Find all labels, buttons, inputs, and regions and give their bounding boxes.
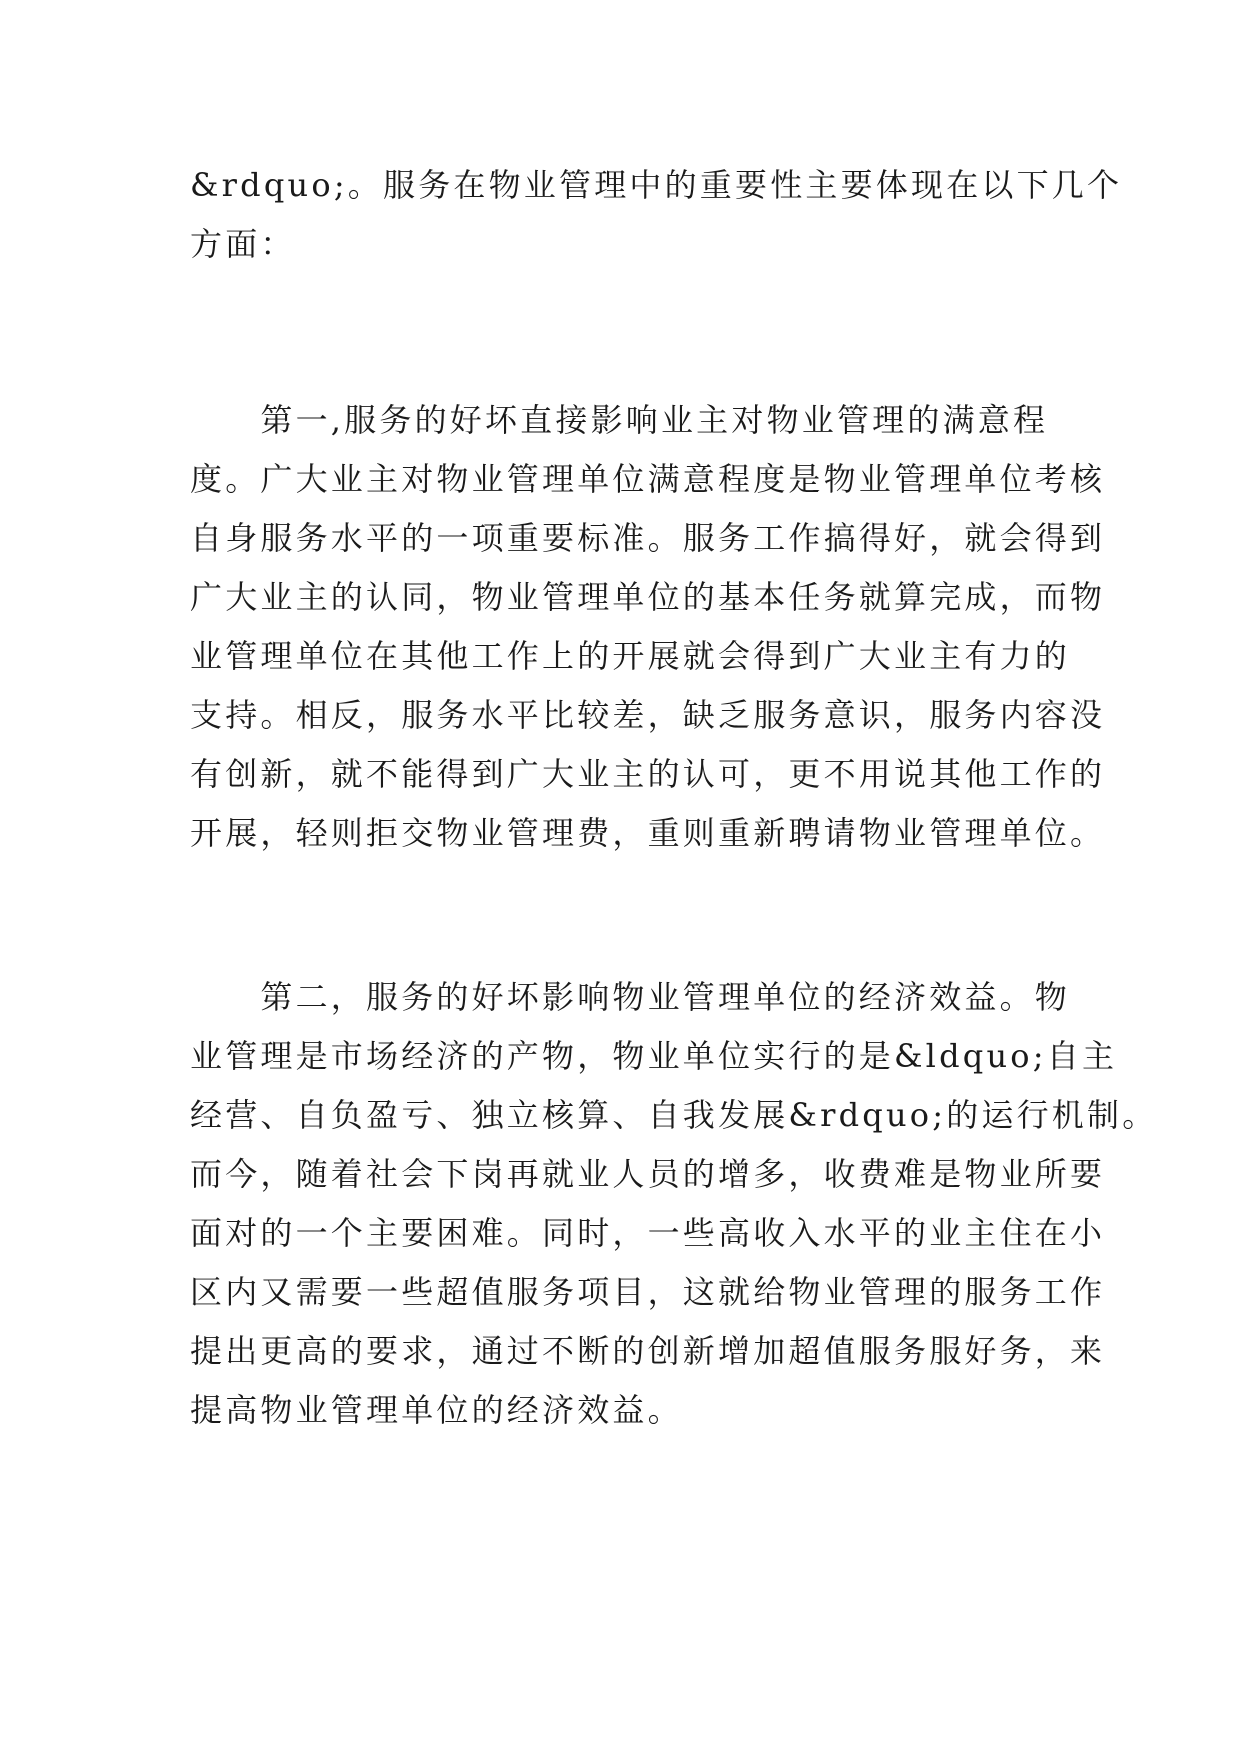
text-line: 提出更高的要求，通过不断的创新增加超值服务服好务，来 [190, 1332, 1106, 1370]
paragraph-first-point [190, 391, 1106, 863]
text-line: 开展，轻则拒交物业管理费，重则重新聘请物业管理单位。 [190, 814, 1106, 852]
text-line: 有创新，就不能得到广大业主的认可，更不用说其他工作的 [190, 755, 1106, 793]
text-line: 业管理是市场经济的产物，物业单位实行的是&ldquo;自主 [190, 1037, 1118, 1075]
text-line: 面对的一个主要困难。同时，一些高收入水平的业主住在小 [190, 1214, 1106, 1252]
text-line: 业管理单位在其他工作上的开展就会得到广大业主有力的 [190, 637, 1071, 675]
text-line: 提高物业管理单位的经济效益。 [190, 1391, 683, 1429]
paragraph-intro [190, 156, 1123, 274]
text-line: 支持。相反，服务水平比较差，缺乏服务意识，服务内容没 [190, 696, 1106, 734]
text-line: 方面： [190, 225, 296, 263]
text-line: 自身服务水平的一项重要标准。服务工作搞得好，就会得到 [190, 519, 1106, 557]
text-line: 第二，服务的好坏影响物业管理单位的经济效益。物 [190, 978, 1071, 1016]
text-line: &rdquo;。服务在物业管理中的重要性主要体现在以下几个 [190, 166, 1123, 204]
paragraph-second-point [190, 968, 1158, 1440]
text-line: 经营、自负盈亏、独立核算、自我发展&rdquo;的运行机制。 [190, 1096, 1158, 1134]
text-line: 区内又需要一些超值服务项目，这就给物业管理的服务工作 [190, 1273, 1106, 1311]
text-line: 而今，随着社会下岗再就业人员的增多，收费难是物业所要 [190, 1155, 1106, 1193]
text-line: 度。广大业主对物业管理单位满意程度是物业管理单位考核 [190, 460, 1106, 498]
text-line: 广大业主的认同，物业管理单位的基本任务就算完成，而物 [190, 578, 1106, 616]
text-line: 第一,服务的好坏直接影响业主对物业管理的满意程 [190, 401, 1049, 439]
